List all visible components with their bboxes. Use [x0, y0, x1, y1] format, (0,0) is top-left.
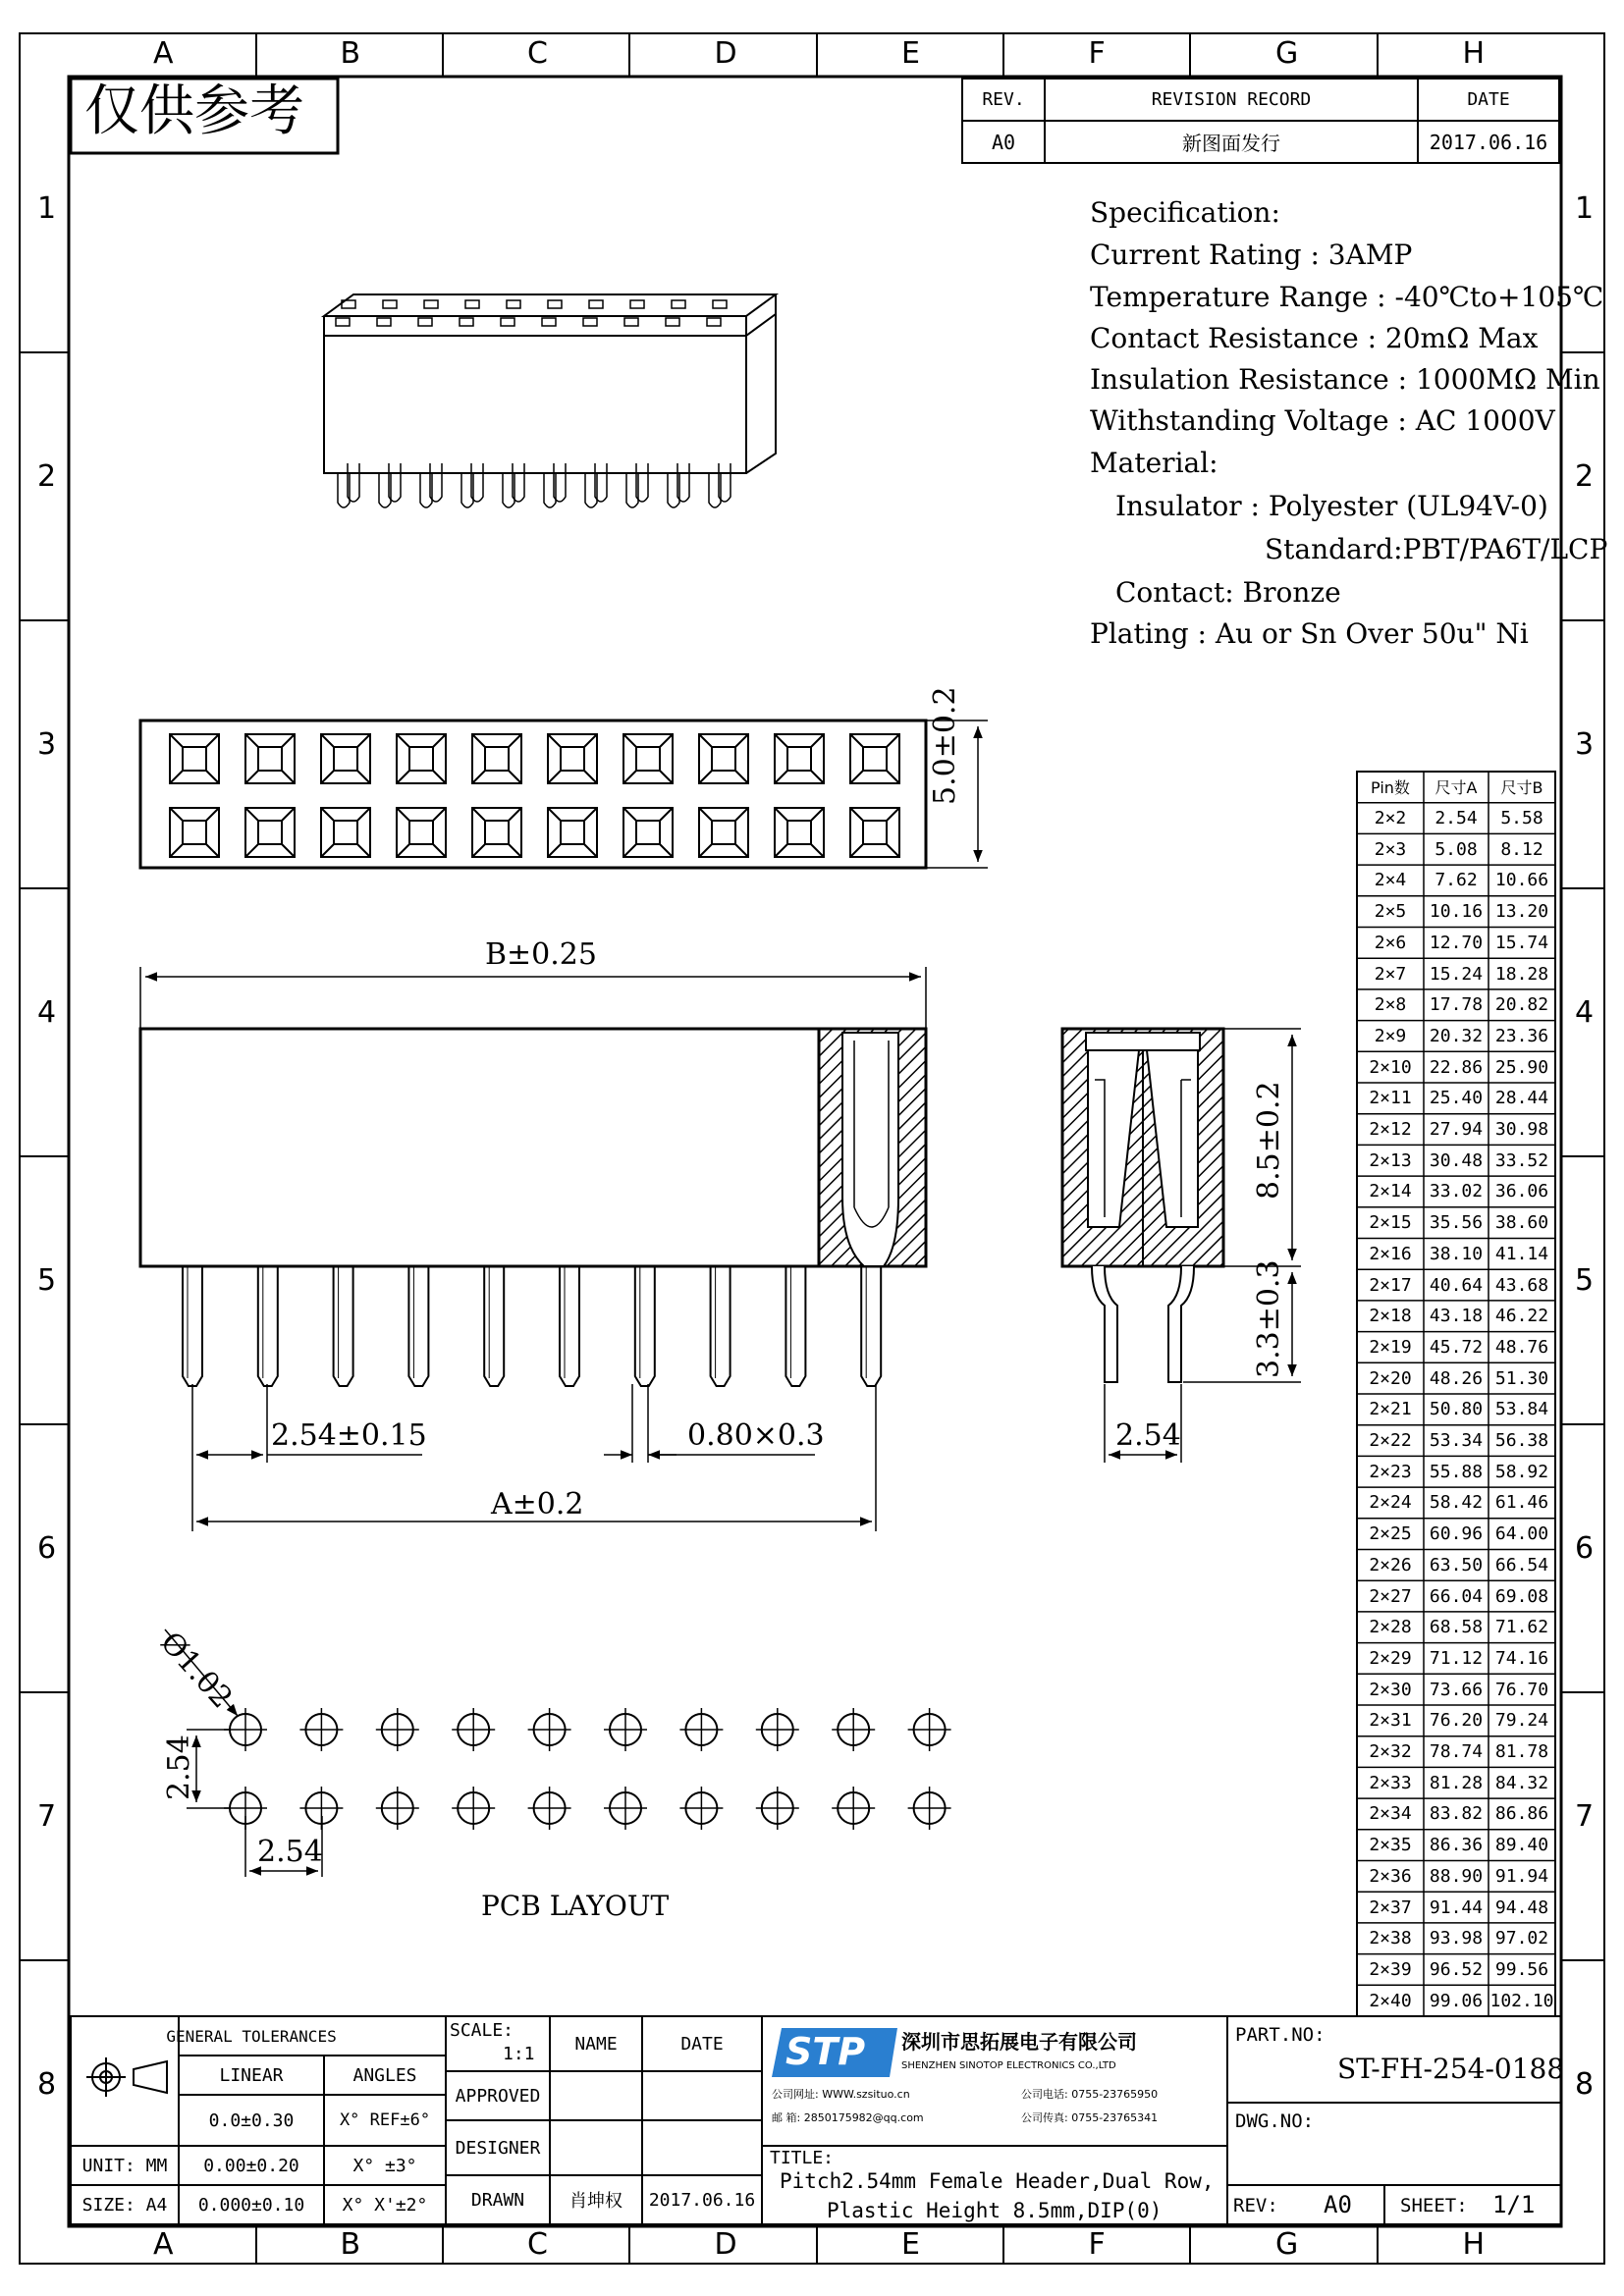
pcb-layout-label: PCB LAYOUT — [481, 1890, 670, 1922]
tol-angle-3: X° X'±2° — [342, 2194, 428, 2216]
iso-hole — [583, 318, 597, 326]
front-pin — [635, 1266, 655, 1386]
frame-col-bottom-B: B — [340, 2227, 361, 2262]
iso-pins — [336, 300, 731, 507]
dim-a-cell: 53.34 — [1429, 1430, 1484, 1452]
iso-hole — [542, 318, 556, 326]
pin-count-cell: 2×19 — [1369, 1336, 1412, 1358]
dim-b-cell: 18.28 — [1494, 963, 1549, 985]
dim-a-cell: 7.62 — [1435, 870, 1478, 891]
frame-col-bottom-G: G — [1275, 2227, 1299, 2262]
cavity-inner — [636, 747, 660, 771]
pin-count-cell: 2×38 — [1369, 1928, 1412, 1949]
pin-count-cell: 2×32 — [1369, 1741, 1412, 1763]
cavity-inner — [636, 821, 660, 844]
pin-table-header: 尺寸B — [1500, 778, 1543, 798]
spec-contact-resistance: Contact Resistance : 20mΩ Max — [1090, 322, 1539, 354]
front-pin — [861, 1266, 881, 1386]
pin-count-cell: 2×15 — [1369, 1212, 1412, 1234]
dim-b-cell: 48.76 — [1494, 1336, 1549, 1358]
dim-a-cell: 66.04 — [1429, 1585, 1484, 1607]
front-view — [140, 1029, 926, 1266]
dim-b-cell: 64.00 — [1494, 1523, 1549, 1545]
scale-label: SCALE: — [450, 2020, 514, 2041]
frame-row-right-2: 2 — [1575, 459, 1595, 494]
frame-col-top-A: A — [153, 36, 174, 71]
iso-hole — [589, 300, 603, 308]
cavity-inner — [409, 747, 433, 771]
pin-count-cell: 2×11 — [1369, 1088, 1412, 1109]
dim-b-cell: 13.20 — [1494, 901, 1549, 923]
frame-col-top-G: G — [1275, 36, 1299, 71]
iso-hole — [465, 300, 479, 308]
iso-hole — [460, 318, 473, 326]
dim-b-cell: 76.70 — [1494, 1679, 1549, 1700]
dim-a-cell: 5.08 — [1435, 838, 1478, 860]
top-view-cavities — [170, 734, 899, 857]
pin-count-cell: 2×18 — [1369, 1306, 1412, 1327]
front-pin — [334, 1266, 353, 1386]
dim-a-cell: 96.52 — [1429, 1958, 1484, 1980]
iso-hole — [424, 300, 438, 308]
cavity-corner — [850, 734, 899, 783]
cavity-corner — [548, 808, 597, 857]
pin-count-cell: 2×31 — [1369, 1710, 1412, 1732]
dim-a-cell: 55.88 — [1429, 1461, 1484, 1482]
dim-b-cell: 8.12 — [1500, 838, 1543, 860]
cavity-corner — [472, 734, 521, 783]
pin-count-cell: 2×27 — [1369, 1585, 1412, 1607]
cavity-corner — [170, 808, 219, 857]
dim-b-cell: 33.52 — [1494, 1149, 1549, 1171]
spec-temperature: Temperature Range : -40℃to+105℃ — [1090, 281, 1604, 313]
cavity-inner — [334, 821, 357, 844]
dim-a-cell: 76.20 — [1429, 1710, 1484, 1732]
dim-pitch-label: 2.54±0.15 — [271, 1418, 427, 1453]
part-no-value: ST-FH-254-0188 — [1337, 2053, 1565, 2085]
company-fax: 公司传真: 0755-23765341 — [1021, 2111, 1159, 2124]
tol-linear-3: 0.000±0.10 — [197, 2194, 305, 2216]
dim-side-pitch-label: 2.54 — [1115, 1418, 1181, 1453]
dim-a-cell: 40.64 — [1429, 1274, 1484, 1296]
frame-col-bottom-C: C — [527, 2227, 548, 2262]
dim-a-cell: 30.48 — [1429, 1149, 1484, 1171]
dim-b-cell: 94.48 — [1494, 1896, 1549, 1918]
rev-value-tb: A0 — [1324, 2191, 1352, 2218]
part-no-label: PART.NO: — [1235, 2024, 1326, 2046]
dim-a-cell: 63.50 — [1429, 1554, 1484, 1575]
cavity-inner — [863, 747, 887, 771]
pcb-holes — [224, 1708, 951, 1830]
dim-b-cell: 58.92 — [1494, 1461, 1549, 1482]
cavity-corner — [321, 734, 370, 783]
pin-count-cell: 2×33 — [1369, 1772, 1412, 1793]
rev-label: REV: — [1233, 2195, 1278, 2216]
iso-hole — [501, 318, 514, 326]
top-view — [140, 721, 926, 868]
frame-row-right-7: 7 — [1575, 1799, 1595, 1834]
iso-hole — [548, 300, 562, 308]
company-name-cn: 深圳市思拓展电子有限公司 — [901, 2030, 1137, 2054]
dim-a-cell: 50.80 — [1429, 1399, 1484, 1420]
pcb-pitch-v-label: 2.54 — [162, 1735, 196, 1800]
dim-b-cell: 74.16 — [1494, 1647, 1549, 1669]
dim-b-cell: 71.62 — [1494, 1617, 1549, 1638]
dim-a-cell: 86.36 — [1429, 1835, 1484, 1856]
dim-a-cell: 2.54 — [1435, 808, 1478, 829]
dim-b-cell: 99.56 — [1494, 1958, 1549, 1980]
cavity-corner — [775, 734, 824, 783]
name-header: NAME — [574, 2033, 618, 2055]
frame-col-bottom-E: E — [901, 2227, 920, 2262]
tol-linear-header: LINEAR — [219, 2064, 284, 2086]
pin-count-cell: 2×14 — [1369, 1181, 1412, 1202]
dim-a-cell: 60.96 — [1429, 1523, 1484, 1545]
iso-hole — [383, 300, 397, 308]
pcb-pitch-h-label: 2.54 — [257, 1835, 323, 1869]
dim-b-cell: 36.06 — [1494, 1181, 1549, 1202]
dim-a-cell: 81.28 — [1429, 1772, 1484, 1793]
date-header-tb: DATE — [680, 2033, 724, 2055]
dim-b-cell: 25.90 — [1494, 1056, 1549, 1078]
frame-row-right-4: 4 — [1575, 995, 1595, 1030]
pin-count-cell: 2×28 — [1369, 1617, 1412, 1638]
dim-b-cell: 79.24 — [1494, 1710, 1549, 1732]
dim-a-cell: 68.58 — [1429, 1617, 1484, 1638]
frame-col-bottom-A: A — [153, 2227, 174, 2262]
pin-count-cell: 2×21 — [1369, 1399, 1412, 1420]
frame-row-right-8: 8 — [1575, 2067, 1595, 2102]
iso-hole — [418, 318, 432, 326]
drawn-name: 肖坤权 — [569, 2191, 623, 2212]
iso-hole — [624, 318, 638, 326]
pin-count-cell: 2×13 — [1369, 1149, 1412, 1171]
cavity-corner — [245, 734, 295, 783]
front-pins — [183, 1266, 881, 1386]
dim-b-cell: 102.10 — [1489, 1990, 1554, 2011]
spec-contact: Contact: Bronze — [1115, 576, 1341, 609]
dim-b-cell: 28.44 — [1494, 1088, 1549, 1109]
iso-hole — [672, 300, 685, 308]
cavity-inner — [183, 747, 206, 771]
cavity-corner — [623, 734, 673, 783]
spec-voltage: Withstanding Voltage : AC 1000V — [1090, 404, 1555, 437]
cavity-inner — [485, 747, 509, 771]
dim-b-cell: 46.22 — [1494, 1306, 1549, 1327]
iso-hole — [707, 318, 721, 326]
dim-a-cell: 15.24 — [1429, 963, 1484, 985]
dim-b-cell: 69.08 — [1494, 1585, 1549, 1607]
dim-b-cell: 56.38 — [1494, 1430, 1549, 1452]
dim-b-cell: 5.58 — [1500, 808, 1543, 829]
pin-count-cell: 2×16 — [1369, 1243, 1412, 1264]
pin-count-cell: 2×22 — [1369, 1430, 1412, 1452]
dim-b-cell: 15.74 — [1494, 932, 1549, 953]
frame-row-left-3: 3 — [37, 727, 57, 762]
dim-a-cell: 33.02 — [1429, 1181, 1484, 1202]
cavity-corner — [850, 808, 899, 857]
front-pin — [183, 1266, 202, 1386]
cavity-inner — [183, 821, 206, 844]
dim-a-cell: 93.98 — [1429, 1928, 1484, 1949]
company-name-en: SHENZHEN SINOTOP ELECTRONICS CO.,LTD — [901, 2060, 1116, 2071]
frame-col-top-B: B — [340, 36, 361, 71]
dim-a-cell: 20.32 — [1429, 1025, 1484, 1046]
iso-hole — [713, 300, 727, 308]
spec-standard: Standard:PBT/PA6T/LCP — [1265, 533, 1608, 565]
dim-b-cell: 97.02 — [1494, 1928, 1549, 1949]
hole-diameter-label: Ø1.02 — [153, 1625, 240, 1716]
dim-b-cell: 86.86 — [1494, 1803, 1549, 1825]
unit-label: UNIT: MM — [81, 2155, 168, 2176]
cavity-corner — [623, 808, 673, 857]
dim-b-cell: 41.14 — [1494, 1243, 1549, 1264]
dim-a-cell: 78.74 — [1429, 1741, 1484, 1763]
dim-b-cell: 91.94 — [1494, 1865, 1549, 1887]
dim-a-cell: 83.82 — [1429, 1803, 1484, 1825]
dim-tail-label: 3.3±0.3 — [1252, 1259, 1286, 1378]
dim-a-cell: 25.40 — [1429, 1088, 1484, 1109]
frame-col-top-E: E — [901, 36, 920, 71]
tol-angle-2: X° ±3° — [352, 2155, 417, 2176]
revision-date-value: 2017.06.16 — [1429, 130, 1548, 154]
company-email: 邮 箱: 2850175982@qq.com — [772, 2111, 924, 2124]
cavity-corner — [397, 808, 446, 857]
pin-count-cell: 2×8 — [1374, 994, 1407, 1016]
frame-row-right-1: 1 — [1575, 191, 1595, 226]
size-label: SIZE: A4 — [81, 2194, 168, 2216]
pin-count-cell: 2×36 — [1369, 1865, 1412, 1887]
title-line-1: Pitch2.54mm Female Header,Dual Row, — [780, 2169, 1215, 2193]
pin-count-cell: 2×3 — [1374, 838, 1407, 860]
sheet-value: 1/1 — [1492, 2191, 1536, 2218]
pin-count-cell: 2×25 — [1369, 1523, 1412, 1545]
cavity-corner — [699, 808, 748, 857]
projection-symbol — [86, 2057, 167, 2097]
spec-insulation: Insulation Resistance : 1000MΩ Min — [1090, 363, 1600, 396]
company-website: 公司网址: WWW.szsituo.cn — [772, 2088, 910, 2101]
pin-count-cell: 2×4 — [1374, 870, 1407, 891]
iso-view — [324, 294, 776, 473]
pin-count-cell: 2×17 — [1369, 1274, 1412, 1296]
pin-count-cell: 2×40 — [1369, 1990, 1412, 2011]
dim-b-cell: 51.30 — [1494, 1367, 1549, 1389]
pin-count-cell: 2×34 — [1369, 1803, 1412, 1825]
revision-record-header: REVISION RECORD — [1151, 89, 1312, 110]
spec-material: Material: — [1090, 447, 1218, 479]
drawn-label: DRAWN — [470, 2189, 525, 2211]
frame-row-left-4: 4 — [37, 995, 57, 1030]
spec-plating: Plating : Au or Sn Over 50u" Ni — [1090, 617, 1529, 650]
designer-label: DESIGNER — [455, 2137, 541, 2159]
dim-b-cell: 43.68 — [1494, 1274, 1549, 1296]
frame-row-right-6: 6 — [1575, 1531, 1595, 1566]
pin-count-cell: 2×2 — [1374, 808, 1407, 829]
iso-hole — [377, 318, 391, 326]
front-pin — [785, 1266, 805, 1386]
cavity-corner — [321, 808, 370, 857]
front-pin — [711, 1266, 731, 1386]
cavity-corner — [472, 808, 521, 857]
dim-a-cell: 27.94 — [1429, 1119, 1484, 1141]
cavity-inner — [863, 821, 887, 844]
dim-width-top-label: 5.0±0.2 — [928, 686, 962, 805]
iso-hole — [507, 300, 520, 308]
title-line-2: Plastic Height 8.5mm,DIP(0) — [827, 2199, 1163, 2222]
dim-a-cell: 71.12 — [1429, 1647, 1484, 1669]
pin-count-cell: 2×24 — [1369, 1492, 1412, 1514]
dim-a-cell: 88.90 — [1429, 1865, 1484, 1887]
pin-count-cell: 2×10 — [1369, 1056, 1412, 1078]
pin-count-cell: 2×6 — [1374, 932, 1407, 953]
dim-a-cell: 17.78 — [1429, 994, 1484, 1016]
tol-linear-1: 0.0±0.30 — [208, 2109, 295, 2131]
iso-hole — [336, 318, 350, 326]
cavity-corner — [170, 734, 219, 783]
general-tolerances: GENERAL TOLERANCES — [166, 2026, 337, 2046]
pin-count-cell: 2×30 — [1369, 1679, 1412, 1700]
pin-table-header: 尺寸A — [1435, 778, 1478, 798]
cavity-corner — [548, 734, 597, 783]
pin-count-cell: 2×23 — [1369, 1461, 1412, 1482]
dim-length-a-label: A±0.2 — [491, 1487, 584, 1522]
revision-record-value: 新图面发行 — [1182, 132, 1280, 155]
cavity-inner — [485, 821, 509, 844]
tol-linear-2: 0.00±0.20 — [203, 2155, 299, 2176]
dim-b-cell: 10.66 — [1494, 870, 1549, 891]
dim-length-b-label: B±0.25 — [485, 937, 597, 972]
spec-current: Current Rating : 3AMP — [1090, 239, 1413, 271]
dim-b-cell: 38.60 — [1494, 1212, 1549, 1234]
frame-row-left-6: 6 — [37, 1531, 57, 1566]
dim-b-cell: 23.36 — [1494, 1025, 1549, 1046]
dim-length-b — [140, 967, 926, 1029]
dim-b-cell: 20.82 — [1494, 994, 1549, 1016]
dim-height-label: 8.5±0.2 — [1252, 1081, 1286, 1200]
pin-count-cell: 2×12 — [1369, 1119, 1412, 1141]
dim-pin-size-label: 0.80×0.3 — [687, 1418, 825, 1453]
dim-a-cell: 43.18 — [1429, 1306, 1484, 1327]
pin-count-cell: 2×37 — [1369, 1896, 1412, 1918]
rev-header: REV. — [982, 89, 1025, 110]
cavity-corner — [245, 808, 295, 857]
frame-row-left-7: 7 — [37, 1799, 57, 1834]
cavity-corner — [775, 808, 824, 857]
dim-b-cell: 66.54 — [1494, 1554, 1549, 1575]
title-label: TITLE: — [770, 2148, 835, 2168]
front-pin — [408, 1266, 428, 1386]
cavity-inner — [787, 747, 811, 771]
frame-col-bottom-D: D — [714, 2227, 737, 2262]
approved-label: APPROVED — [455, 2085, 541, 2107]
date-header: DATE — [1467, 89, 1510, 110]
dim-b-cell: 61.46 — [1494, 1492, 1549, 1514]
dim-a-cell: 12.70 — [1429, 932, 1484, 953]
dim-a-cell: 45.72 — [1429, 1336, 1484, 1358]
iso-hole — [666, 318, 679, 326]
dim-a-cell: 48.26 — [1429, 1367, 1484, 1389]
scale-value: 1:1 — [503, 2044, 535, 2064]
rev-value: A0 — [991, 130, 1016, 154]
sheet-label: SHEET: — [1400, 2195, 1468, 2216]
pin-count-cell: 2×29 — [1369, 1647, 1412, 1669]
pin-count-cell: 2×35 — [1369, 1835, 1412, 1856]
dim-a-cell: 22.86 — [1429, 1056, 1484, 1078]
frame-col-bottom-F: F — [1088, 2227, 1106, 2262]
frame-col-bottom-H: H — [1462, 2227, 1486, 2262]
iso-hole — [630, 300, 644, 308]
side-view — [1062, 1029, 1223, 1382]
dim-a-cell: 91.44 — [1429, 1896, 1484, 1918]
cavity-inner — [258, 821, 282, 844]
pin-count-cell: 2×20 — [1369, 1367, 1412, 1389]
company-logo-text: STP — [785, 2030, 866, 2073]
dim-b-cell: 81.78 — [1494, 1741, 1549, 1763]
drawn-date: 2017.06.16 — [648, 2189, 756, 2211]
cavity-inner — [258, 747, 282, 771]
dim-a-cell: 38.10 — [1429, 1243, 1484, 1264]
pin-count-cell: 2×26 — [1369, 1554, 1412, 1575]
tol-angles-header: ANGLES — [352, 2064, 417, 2086]
cavity-corner — [397, 734, 446, 783]
cavity-inner — [561, 747, 584, 771]
cavity-inner — [409, 821, 433, 844]
cavity-inner — [334, 747, 357, 771]
pin-count-cell: 2×39 — [1369, 1958, 1412, 1980]
tol-angle-1: X° REF±6° — [339, 2110, 431, 2130]
frame-col-top-D: D — [714, 36, 737, 71]
dim-b-cell: 84.32 — [1494, 1772, 1549, 1793]
dim-a-cell: 73.66 — [1429, 1679, 1484, 1700]
company-phone: 公司电话: 0755-23765950 — [1021, 2088, 1159, 2101]
frame-col-top-H: H — [1462, 36, 1486, 71]
front-pin — [484, 1266, 504, 1386]
frame-row-left-5: 5 — [37, 1263, 57, 1298]
dwg-no-label: DWG.NO: — [1235, 2110, 1315, 2132]
spec-title: Specification: — [1090, 196, 1280, 229]
dim-a-cell: 10.16 — [1429, 901, 1484, 923]
frame-row-left-8: 8 — [37, 2067, 57, 2102]
front-pin — [560, 1266, 579, 1386]
frame-col-top-F: F — [1088, 36, 1106, 71]
cavity-corner — [699, 734, 748, 783]
reference-stamp: 仅供参考 — [84, 80, 304, 143]
cavity-inner — [787, 821, 811, 844]
front-pin — [258, 1266, 278, 1386]
cavity-inner — [712, 747, 735, 771]
dim-b-cell: 30.98 — [1494, 1119, 1549, 1141]
pin-count-cell: 2×7 — [1374, 963, 1407, 985]
pin-count-cell: 2×9 — [1374, 1025, 1407, 1046]
frame-row-right-3: 3 — [1575, 727, 1595, 762]
cavity-inner — [561, 821, 584, 844]
dim-b-cell: 89.40 — [1494, 1835, 1549, 1856]
frame-col-top-C: C — [527, 36, 548, 71]
dim-a-cell: 35.56 — [1429, 1212, 1484, 1234]
cavity-inner — [712, 821, 735, 844]
frame-row-left-1: 1 — [37, 191, 57, 226]
spec-insulator: Insulator : Polyester (UL94V-0) — [1115, 490, 1548, 522]
dim-a-cell: 58.42 — [1429, 1492, 1484, 1514]
dim-a-cell: 99.06 — [1429, 1990, 1484, 2011]
frame-row-left-2: 2 — [37, 459, 57, 494]
pin-table-header: Pin数 — [1371, 778, 1410, 798]
frame-row-right-5: 5 — [1575, 1263, 1595, 1298]
dim-b-cell: 53.84 — [1494, 1399, 1549, 1420]
pin-count-cell: 2×5 — [1374, 901, 1407, 923]
